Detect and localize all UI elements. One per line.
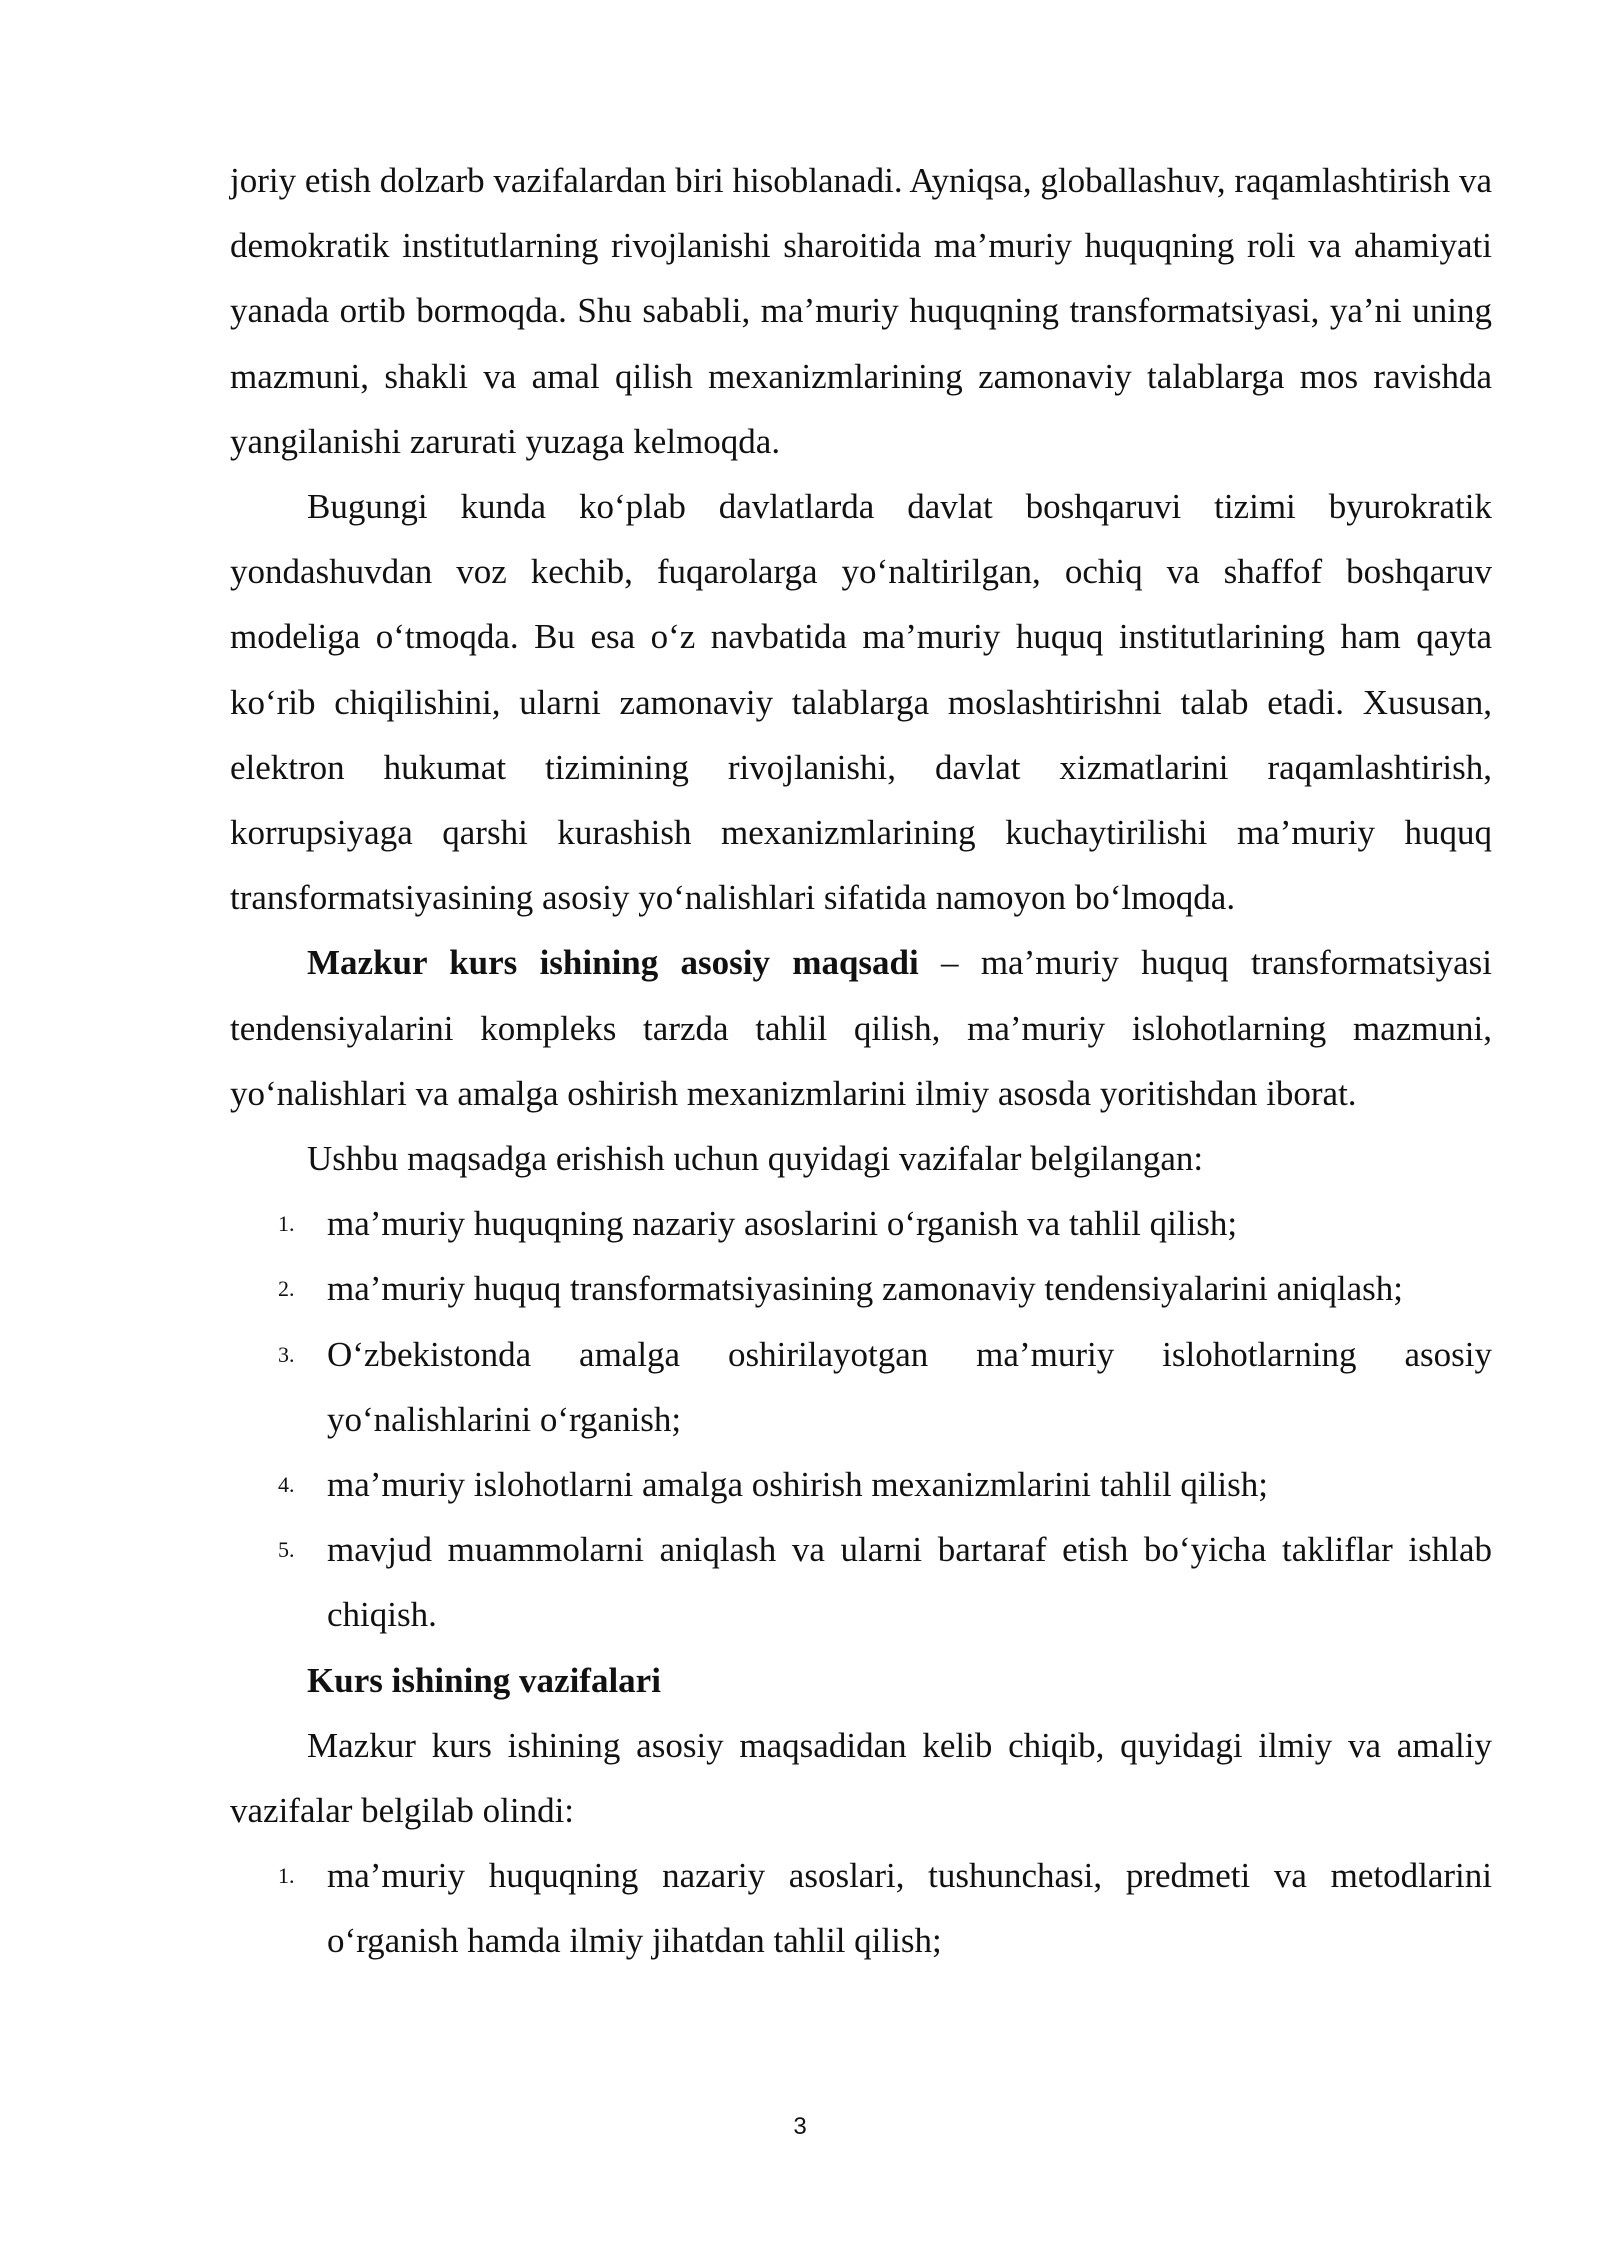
goal-text: – ma’muriy huquq transformatsiyasi tendensiyalarini kompleks tarzda tahlil qilish, ma’muriy islohotlarning mazmuni, yo‘nalishlari va amalga oshirish mexanizmlarini ilmiy asosda yoritishdan iborat. — [230, 943, 1492, 1113]
list-number: 4. — [278, 1472, 295, 1498]
list-item — [230, 1191, 1492, 1256]
page-number: 3 — [793, 2113, 807, 2140]
goal-paragraph — [230, 930, 1492, 1126]
list-item — [230, 1517, 1492, 1647]
list-item — [230, 1322, 1492, 1452]
list-item-text: ma’muriy huquq transformatsiyasining zamonaviy tendensiyalarini aniqlash; — [327, 1269, 1403, 1309]
list-number: 3. — [278, 1341, 295, 1367]
objectives-intro: Mazkur kurs ishining asosiy maqsadidan kelib chiqib, quyidagi ilmiy va amaliy vazifalar belgilab olindi: — [230, 1725, 1492, 1831]
list-item — [230, 1256, 1492, 1321]
list-item-text: O‘zbekistonda amalga oshirilayotgan ma’muriy islohotlarning asosiy yo‘nalishlarini o‘rganish; — [327, 1334, 1492, 1439]
list-item-text: ma’muriy huquqning nazariy asoslari, tushunchasi, predmeti va metodlarini o‘rganish hamda ilmiy jihatdan tahlil qilish; — [327, 1856, 1492, 1961]
list-number: 1. — [278, 1863, 295, 1889]
body-text — [230, 148, 1492, 1974]
tasks-list — [230, 1191, 1492, 1647]
objectives-list — [230, 1843, 1492, 1973]
list-number: 5. — [278, 1537, 295, 1563]
tasks-intro: Ushbu maqsadga erishish uchun quyidagi vazifalar belgilangan: — [307, 1139, 1204, 1179]
list-item-text: ma’muriy islohotlarni amalga oshirish mexanizmlarini tahlil qilish; — [327, 1465, 1268, 1505]
paragraph-1: joriy etish dolzarb vazifalardan biri hisoblanadi. Ayniqsa, globallashuv, raqamlashtirish va demokratik institutlarning rivojlanishi sharoitida ma’muriy huquqning roli va ahamiyati yanada ortib bormoqda. Shu sababli, ma’muriy huquqning transformatsiyasi, ya’ni uning mazmuni, shakli va amal qilish mexanizmlarining zamonaviy talablarga mos ravishda yangilanishi zarurati yuzaga kelmoqda. — [230, 161, 1492, 461]
list-item-text: ma’muriy huquqning nazariy asoslarini o‘rganish va tahlil qilish; — [327, 1204, 1238, 1244]
list-number: 2. — [278, 1276, 295, 1302]
list-item-text: mavjud muammolarni aniqlash va ularni bartaraf etish bo‘yicha takliflar ishlab chiqish. — [327, 1530, 1492, 1635]
goal-bold-lead: Mazkur kurs ishining asosiy maqsadi — [307, 943, 919, 983]
list-item — [230, 1843, 1492, 1973]
section-heading: Kurs ishining vazifalari — [307, 1660, 661, 1700]
list-item — [230, 1452, 1492, 1517]
paragraph-2: Bugungi kunda ko‘plab davlatlarda davlat boshqaruvi tizimi byurokratik yondashuvdan voz kechib, fuqarolarga yo‘naltirilgan, ochiq va shaffof boshqaruv modeliga o‘tmoqda. Bu esa o‘z navbatida ma’muriy huquq institutlarining ham qayta ko‘rib chiqilishini, ularni zamonaviy talablarga moslashtirishni talab etadi. Xususan, elektron hukumat tizimining rivojlanishi, davlat xizmatlarini raqamlashtirish, korrupsiyaga qarshi kurashish mexanizmlarining kuchaytirilishi ma’muriy huquq transformatsiyasining asosiy yo‘nalishlari sifatida namoyon bo‘lmoqda. — [230, 487, 1492, 918]
list-number: 1. — [278, 1211, 295, 1237]
